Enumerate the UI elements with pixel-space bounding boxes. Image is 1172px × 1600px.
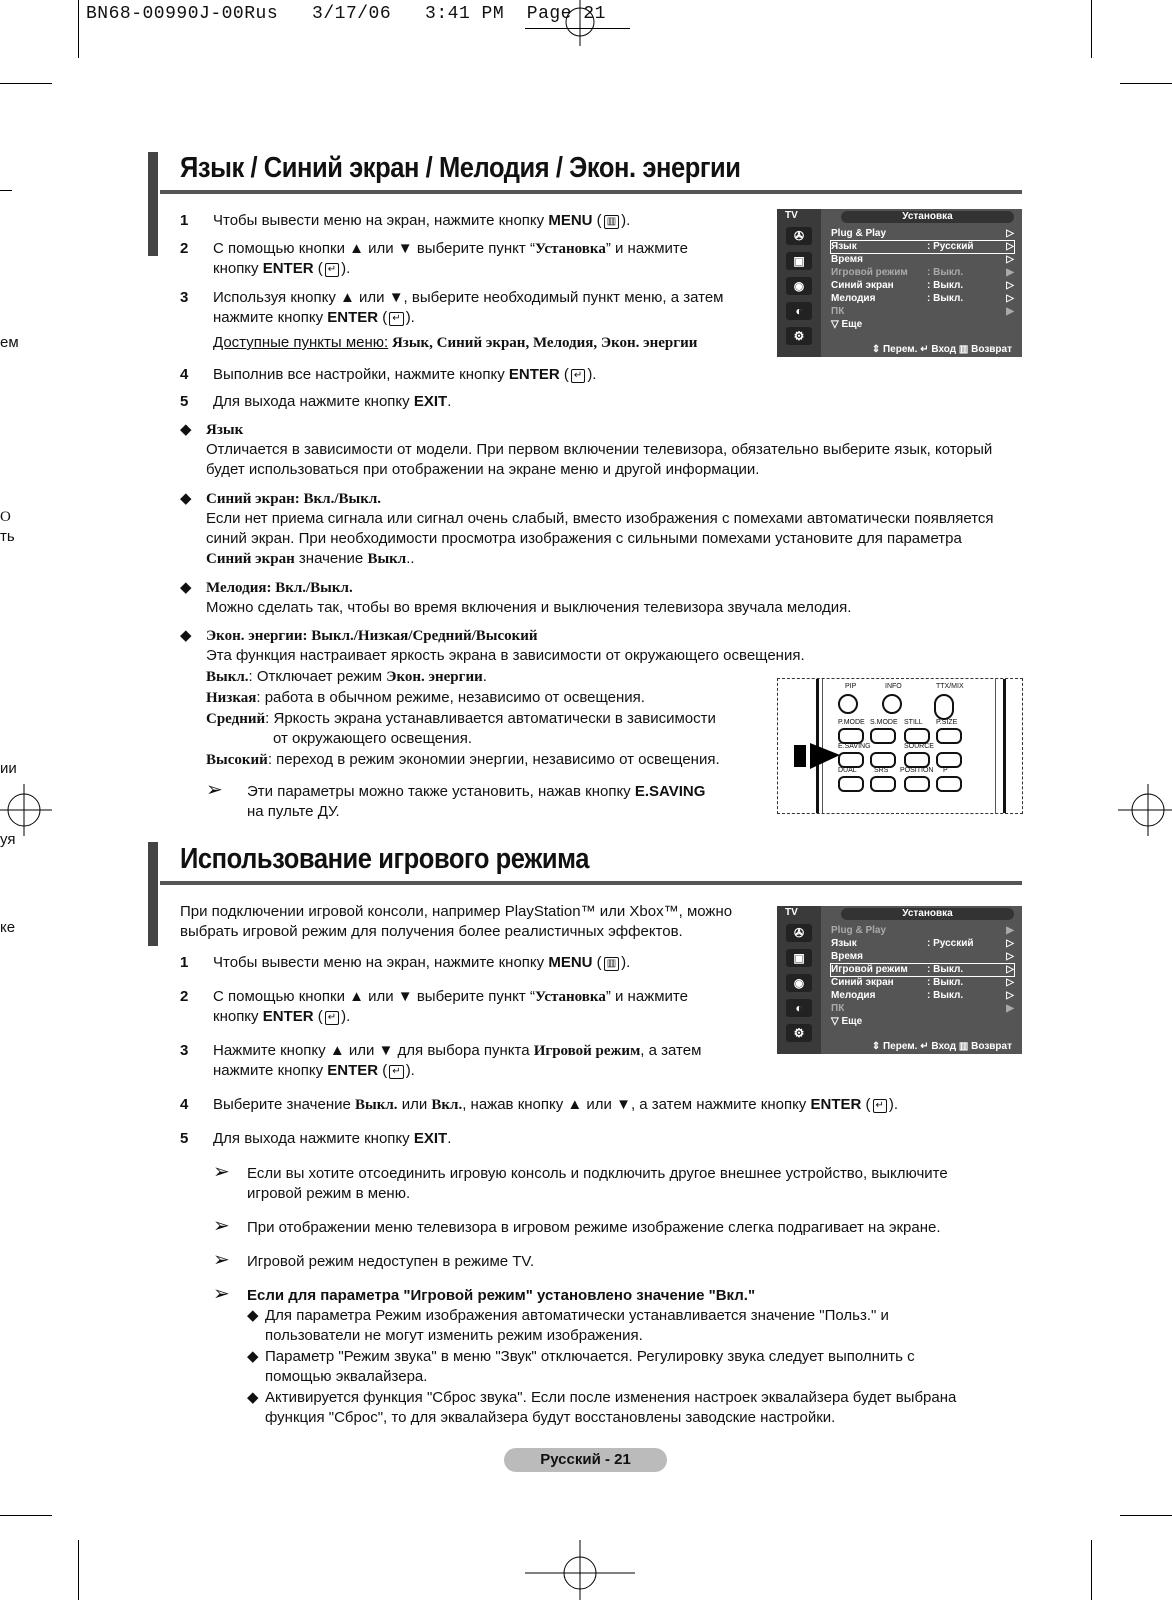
sub-bullet-text: функция "Сброс", то для эквалайзера будут восстановлены заводские настройки.	[265, 1409, 836, 1426]
s-mode-button	[870, 728, 896, 744]
pointer-arrow-icon	[792, 741, 842, 771]
ttx-mix-button	[934, 694, 954, 720]
menu-footer: ⇕ Перем. ↵ Вход ▥ Возврат	[871, 1041, 1012, 1052]
crop-mark	[0, 190, 12, 191]
step-text: Чтобы вывести меню на экран, нажмите кнопку MENU ( ▥ ).	[213, 954, 631, 971]
intro-text: При подключении игровой консоли, например PlayStation™ или Xbox™, можно	[180, 903, 733, 920]
note-text: При отображении меню телевизора в игровом режиме изображение слегка подрагивает на экране.	[247, 1219, 941, 1236]
step-number: 4	[180, 366, 189, 383]
remote-label: STILL	[904, 719, 923, 726]
menu-row: Plug & Play ▷	[831, 228, 1014, 239]
bullet-text: от окружающего освещения.	[273, 730, 473, 747]
sub-bullet-text: Параметр "Режим звука" в меню "Звук" отключается. Регулировку звука следует выполнить с	[265, 1348, 915, 1365]
note-arrow-icon: ➢	[213, 1249, 230, 1271]
note-arrow-icon: ➢	[206, 779, 223, 801]
step-number: 1	[180, 212, 189, 229]
step-text: Для выхода нажмите кнопку EXIT.	[213, 1130, 452, 1147]
remote-label: SOURCE	[904, 743, 934, 750]
step-text: Чтобы вывести меню на экран, нажмите кнопку MENU ( ▥ ).	[213, 212, 631, 229]
step-text: Нажмите кнопку ▲ или ▼ для выбора пункта Игровой режим, а затем нажмите кнопку ENTER ( ↵ ).	[213, 1042, 702, 1079]
note-text: игровой режим в меню.	[247, 1185, 411, 1202]
menu-button-icon: ▥	[604, 957, 619, 971]
section2-title: Использование игрового режима	[180, 843, 589, 875]
print-header: BN68-00990J-00Rus 3/17/06 3:41 PM Page 21	[86, 4, 606, 24]
step-text: Выберите значение Выкл. или Вкл., нажав кнопку ▲ или ▼, а затем нажмите кнопку ENTER ( ↵ ).	[213, 1096, 899, 1113]
bullet-text: Выкл.: Отключает режим Экон. энергии.	[206, 668, 487, 685]
menu-row: ▽ Еще	[831, 1016, 863, 1027]
edge-fragment: ем	[0, 334, 19, 351]
step-number: 3	[180, 289, 189, 306]
step-text: С помощью кнопки ▲ или ▼ выберите пункт “Установка” и нажмите кнопку ENTER ( ↵ ).	[213, 240, 688, 277]
bullet-text: Можно сделать так, чтобы во время включения и выключения телевизора звучала мелодия.	[206, 599, 852, 616]
section-side-bar	[148, 842, 158, 946]
crop-mark	[78, 0, 79, 58]
enter-button-icon: ↵	[325, 1011, 339, 1025]
bullet-text: Высокий: переход в режим экономии энергии, независимо от освещения.	[206, 751, 720, 768]
menu-row: Plug & Play ▶	[831, 925, 1014, 936]
step-number: 4	[180, 1096, 189, 1113]
menu-title: Установка	[841, 908, 1014, 920]
channel-up-button	[936, 752, 962, 768]
remote-button	[870, 752, 896, 768]
registration-mark-top	[550, 0, 610, 48]
sub-bullet-text: пользователи не могут изменить режим изображения.	[265, 1327, 643, 1344]
bullet-heading: Синий экран: Вкл./Выкл.	[206, 491, 382, 507]
diamond-bullet-icon: ◆	[247, 1389, 259, 1406]
enter-button-icon: ↵	[571, 369, 585, 383]
remote-label: P.MODE	[838, 719, 865, 726]
edge-fragment: О	[0, 509, 11, 525]
menu-row: Игровой режим : Выкл. ▶	[831, 267, 1014, 278]
sub-bullet-text: Активируется функция "Сброс звука". Если после изменения настроек эквалайзера будет выбрана	[265, 1389, 957, 1406]
sub-bullet-text: помощью эквалайзера.	[265, 1368, 428, 1385]
note-bold: Если для параметра "Игровой режим" установлено значение "Вкл."	[247, 1287, 756, 1304]
sub-bullet-text: Для параметра Режим изображения автоматически устанавливается значение "Польз." и	[265, 1307, 889, 1324]
bullet-text: будет использоваться при отображении на экране меню и другой информации.	[206, 461, 760, 478]
step-text: Выполнив все настройки, нажмите кнопку ENTER ( ↵ ).	[213, 366, 597, 383]
bullet-text: Если нет приема сигнала или сигнал очень слабый, вместо изображения с помехами автоматически появляется	[206, 510, 994, 527]
section2-title-rule	[160, 881, 1022, 885]
remote-label: P.SIZE	[936, 719, 958, 726]
menu-row: ▽ Еще	[831, 319, 863, 330]
step-number: 5	[180, 393, 189, 410]
crop-mark	[0, 1515, 52, 1516]
step-text: С помощью кнопки ▲ или ▼ выберите пункт “Установка” и нажмите кнопку ENTER ( ↵ ).	[213, 988, 688, 1025]
step-number: 5	[180, 1130, 189, 1147]
enter-button-icon: ↵	[389, 312, 403, 326]
crop-mark	[1091, 0, 1092, 58]
menu-row: ПК ▶	[831, 306, 1014, 317]
menu-row: Мелодия : Выкл. ▷	[831, 293, 1014, 304]
diamond-bullet-icon: ◆	[247, 1348, 259, 1365]
diamond-bullet-icon: ◆	[247, 1307, 259, 1324]
bullet-heading: Язык	[206, 422, 244, 438]
remote-label: TTX/MIX	[936, 683, 964, 690]
bullet-text: синий экран. При необходимости просмотра изображения с сильными помехами установите для параметра	[206, 530, 962, 547]
remote-label: S.MODE	[870, 719, 898, 726]
registration-mark-right	[1118, 780, 1172, 840]
bullet-heading: Мелодия: Вкл./Выкл.	[206, 580, 353, 596]
edge-fragment: уя	[0, 831, 16, 848]
intro-text: выбрать игровой режим для получения более реалистичных эффектов.	[180, 923, 683, 940]
sound-icon: ◉	[786, 974, 812, 992]
info-button	[882, 694, 902, 714]
setup-icon: ⚙	[786, 1024, 812, 1042]
bullet-text: Низкая: работа в обычном режиме, независимо от освещения.	[206, 689, 645, 706]
channel-down-button	[936, 776, 962, 792]
menu-row: Синий экран : Выкл. ▷	[831, 280, 1014, 291]
diamond-bullet-icon: ◆	[180, 490, 192, 507]
step-text: Для выхода нажмите кнопку EXIT.	[213, 393, 452, 410]
menu-footer: ⇕ Перем. ↵ Вход ▥ Возврат	[871, 344, 1012, 355]
note-text: Игровой режим недоступен в режиме TV.	[247, 1253, 535, 1270]
bullet-text: Синий экран значение Выкл..	[206, 550, 415, 567]
note-arrow-icon: ➢	[213, 1215, 230, 1237]
menu-row: Синий экран : Выкл. ▷	[831, 977, 1014, 988]
still-button	[904, 728, 930, 744]
setup-icon: ⚙	[786, 327, 812, 345]
remote-label: E.SAVING	[838, 743, 871, 750]
edge-fragment: ии	[0, 760, 17, 777]
remote-label: DUAL	[838, 767, 857, 774]
p-size-button	[936, 728, 962, 744]
remote-label: P	[943, 767, 948, 774]
edge-fragment: ть	[0, 528, 15, 545]
remote-label: SRS	[874, 767, 889, 774]
menu-row-selected: Язык : Русский ▷	[831, 241, 1014, 252]
note-text: Эти параметры можно также установить, нажав кнопку E.SAVING	[247, 783, 706, 800]
tv-icon: ✇	[786, 227, 812, 245]
crop-mark	[1091, 1540, 1092, 1600]
section1-title-rule	[160, 190, 1022, 194]
source-button	[904, 752, 930, 768]
menu-row: Мелодия : Выкл. ▷	[831, 990, 1014, 1001]
note-arrow-icon: ➢	[213, 1283, 230, 1305]
menu-tv-label: TV	[785, 210, 798, 221]
menu-row-selected: Игровой режим : Выкл. ▷	[831, 964, 1014, 975]
step-number: 2	[180, 988, 189, 1005]
enter-button-icon: ↵	[389, 1065, 403, 1079]
bullet-text: Средний: Яркость экрана устанавливается автоматически в зависимости	[206, 710, 716, 727]
step-number: 1	[180, 954, 189, 971]
setup-menu-screenshot	[777, 209, 1022, 357]
bullet-heading: Экон. энергии: Выкл./Низкая/Средний/Высокий	[206, 628, 538, 644]
enter-button-icon: ↵	[873, 1099, 887, 1113]
step-text: Используя кнопку ▲ или ▼, выберите необходимый пункт меню, а затем нажмите кнопку ENTER ( ↵ ).	[213, 289, 724, 326]
remote-label: POSITION	[900, 767, 934, 774]
pip-button	[838, 694, 858, 714]
bullet-text: Отличается в зависимости от модели. При первом включении телевизора, обязательно выберите язык, который	[206, 441, 993, 458]
channel-icon: ◐	[786, 302, 812, 320]
diamond-bullet-icon: ◆	[180, 421, 192, 438]
edge-fragment: ке	[0, 919, 16, 936]
menu-row: Язык : Русский ▷	[831, 938, 1014, 949]
menu-row: ПК ▶	[831, 1003, 1014, 1014]
picture-icon: ▣	[786, 252, 812, 270]
sound-icon: ◉	[786, 277, 812, 295]
diamond-bullet-icon: ◆	[180, 579, 192, 596]
menu-row: Время ▷	[831, 254, 1014, 265]
menu-tv-label: TV	[785, 907, 798, 918]
step-number: 3	[180, 1042, 189, 1059]
enter-button-icon: ↵	[325, 263, 339, 277]
tv-icon: ✇	[786, 924, 812, 942]
channel-icon: ◐	[786, 999, 812, 1017]
step-number: 2	[180, 240, 189, 257]
diamond-bullet-icon: ◆	[180, 627, 192, 644]
remote-label: PIP	[845, 683, 857, 690]
section1-title: Язык / Синий экран / Мелодия / Экон. энергии	[180, 152, 741, 184]
setup-menu-screenshot-game-mode	[777, 906, 1022, 1054]
remote-label: INFO	[885, 683, 902, 690]
crop-mark	[78, 1540, 79, 1600]
menu-title: Установка	[841, 211, 1014, 223]
note-text: на пульте ДУ.	[247, 803, 340, 820]
menu-row: Время ▷	[831, 951, 1014, 962]
dual-button	[838, 776, 864, 792]
available-items: Доступные пункты меню: Язык, Синий экран, Мелодия, Экон. энергии	[213, 334, 698, 351]
crop-mark	[1120, 1515, 1172, 1516]
srs-button	[870, 776, 896, 792]
bullet-text: Эта функция настраивает яркость экрана в зависимости от окружающего освещения.	[206, 647, 805, 664]
menu-button-icon: ▥	[604, 215, 619, 229]
remote-control-illustration	[777, 678, 1023, 814]
crop-mark	[0, 83, 52, 84]
position-button	[904, 776, 930, 792]
note-text: Если вы хотите отсоединить игровую консоль и подключить другое внешнее устройство, выключите	[247, 1165, 948, 1182]
registration-mark-bottom	[525, 1540, 635, 1600]
note-arrow-icon: ➢	[213, 1161, 230, 1183]
page-number-label: Русский - 21	[504, 1448, 667, 1472]
picture-icon: ▣	[786, 949, 812, 967]
crop-mark	[1120, 83, 1172, 84]
section-side-bar	[148, 152, 158, 256]
